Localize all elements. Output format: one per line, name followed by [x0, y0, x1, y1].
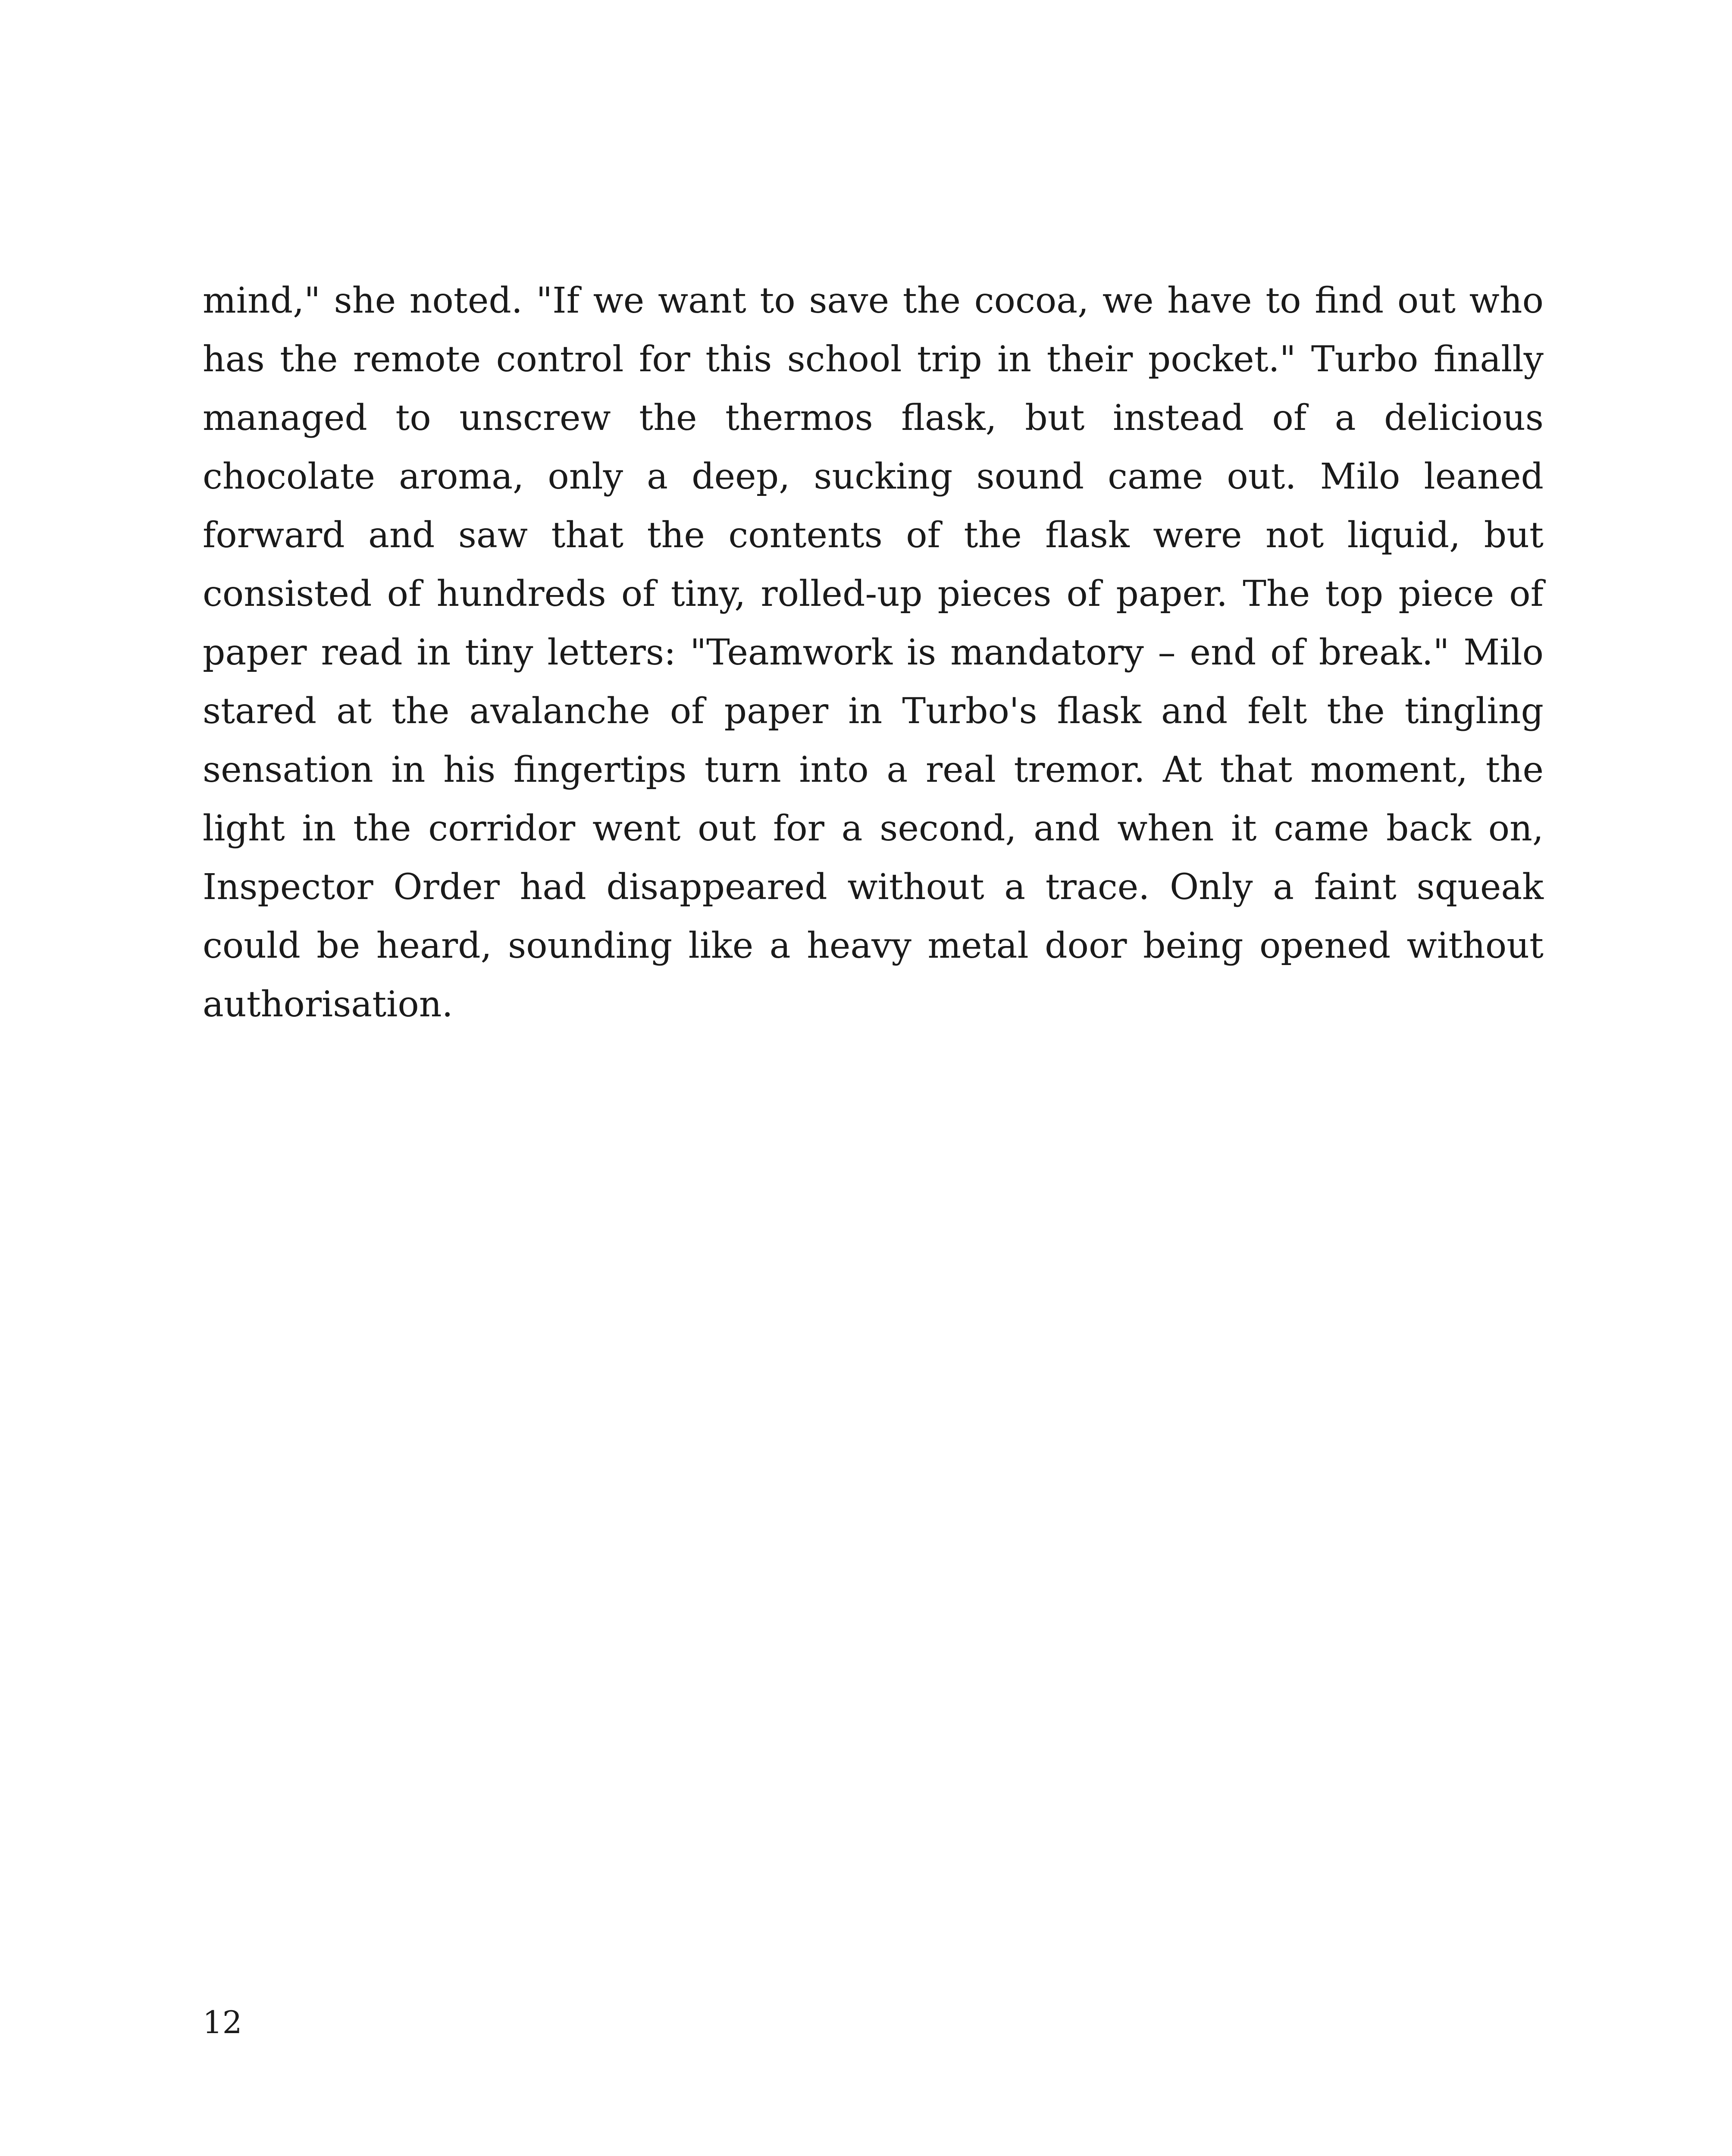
- page-number: 12: [203, 2004, 242, 2040]
- body-paragraph: mind," she noted. "If we want to save the cocoa, we have to find out who has the remote control for this school trip in their pocket." Turbo finally managed to unscrew the thermos flask, but instead of a delicious chocolate aroma, only a deep, sucking sound came out. Milo leaned forward and saw that the contents of the flask were not liquid, but consisted of hundreds of tiny, rolled-up pieces of paper. The top piece of paper read in tiny letters: "Teamwork is mandatory – end of break." Milo stared at the avalanche of paper in Turbo's flask and felt the tingling sensation in his fingertips turn into a real tremor. At that moment, the light in the corridor went out for a second, and when it came back on, Inspector Order had disappeared without a trace. Only a faint squeak could be heard, sounding like a heavy metal door being opened without authorisation.: [203, 280, 1544, 1025]
